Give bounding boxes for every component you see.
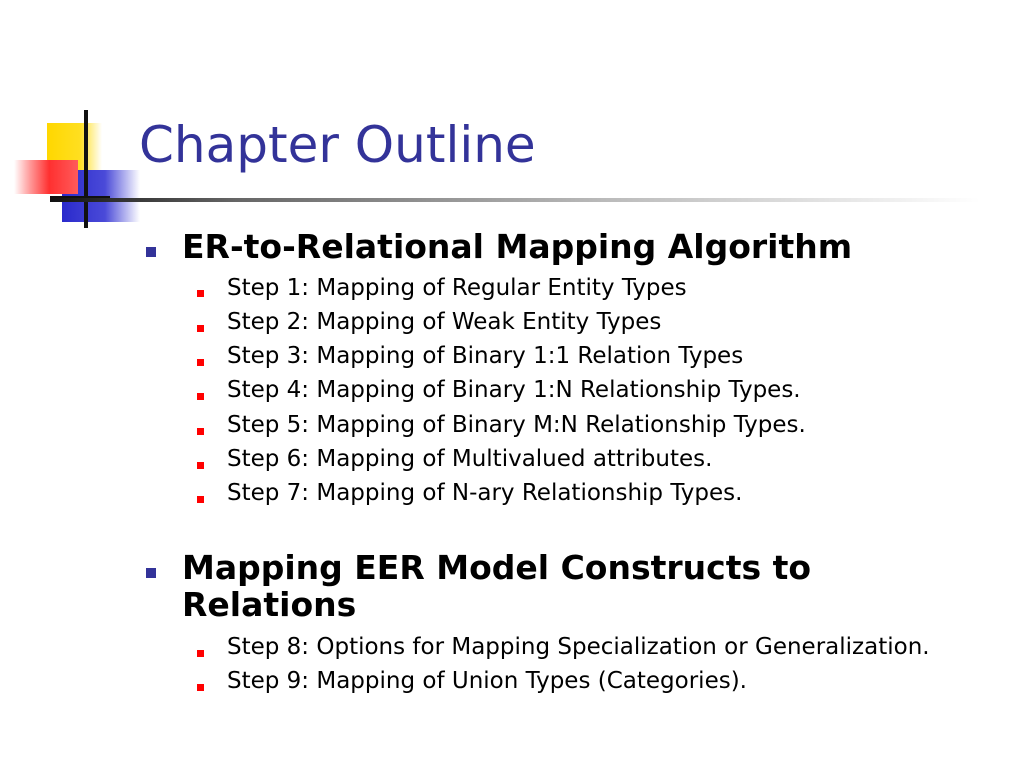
slide-title: Chapter Outline bbox=[139, 116, 536, 174]
step-1-bullet-icon bbox=[197, 290, 204, 297]
step-6-item: Step 6: Mapping of Multivalued attributes. bbox=[227, 446, 713, 472]
title-divider bbox=[50, 198, 980, 202]
section-1-heading: ER-to-Relational Mapping Algorithm bbox=[182, 227, 853, 266]
section-1-bullet-icon bbox=[146, 247, 156, 257]
step-1-item: Step 1: Mapping of Regular Entity Types bbox=[227, 275, 687, 301]
step-3-item: Step 3: Mapping of Binary 1:1 Relation Types bbox=[227, 343, 744, 369]
section-2-bullet-icon bbox=[146, 568, 156, 578]
step-2-item: Step 2: Mapping of Weak Entity Types bbox=[227, 309, 662, 335]
section-2-heading-line-1: Mapping EER Model Constructs to bbox=[182, 548, 812, 587]
step-7-item: Step 7: Mapping of N-ary Relationship Types. bbox=[227, 480, 743, 506]
step-4-item: Step 4: Mapping of Binary 1:N Relationship Types. bbox=[227, 377, 801, 403]
step-2-bullet-icon bbox=[197, 325, 204, 332]
step-8-bullet-icon bbox=[197, 650, 204, 657]
step-5-bullet-icon bbox=[197, 428, 204, 435]
step-7-bullet-icon bbox=[197, 496, 204, 503]
step-9-bullet-icon bbox=[197, 684, 204, 691]
section-2-heading-line-2: Relations bbox=[182, 585, 357, 624]
step-9-item: Step 9: Mapping of Union Types (Categories). bbox=[227, 668, 747, 694]
step-5-item: Step 5: Mapping of Binary M:N Relationship Types. bbox=[227, 412, 806, 438]
step-3-bullet-icon bbox=[197, 359, 204, 366]
decorative-logo-icon bbox=[0, 0, 160, 240]
logo-vertical-line bbox=[84, 110, 88, 228]
step-4-bullet-icon bbox=[197, 393, 204, 400]
logo-red-bar bbox=[14, 160, 78, 194]
step-6-bullet-icon bbox=[197, 462, 204, 469]
step-8-item: Step 8: Options for Mapping Specialization or Generalization. bbox=[227, 634, 930, 660]
